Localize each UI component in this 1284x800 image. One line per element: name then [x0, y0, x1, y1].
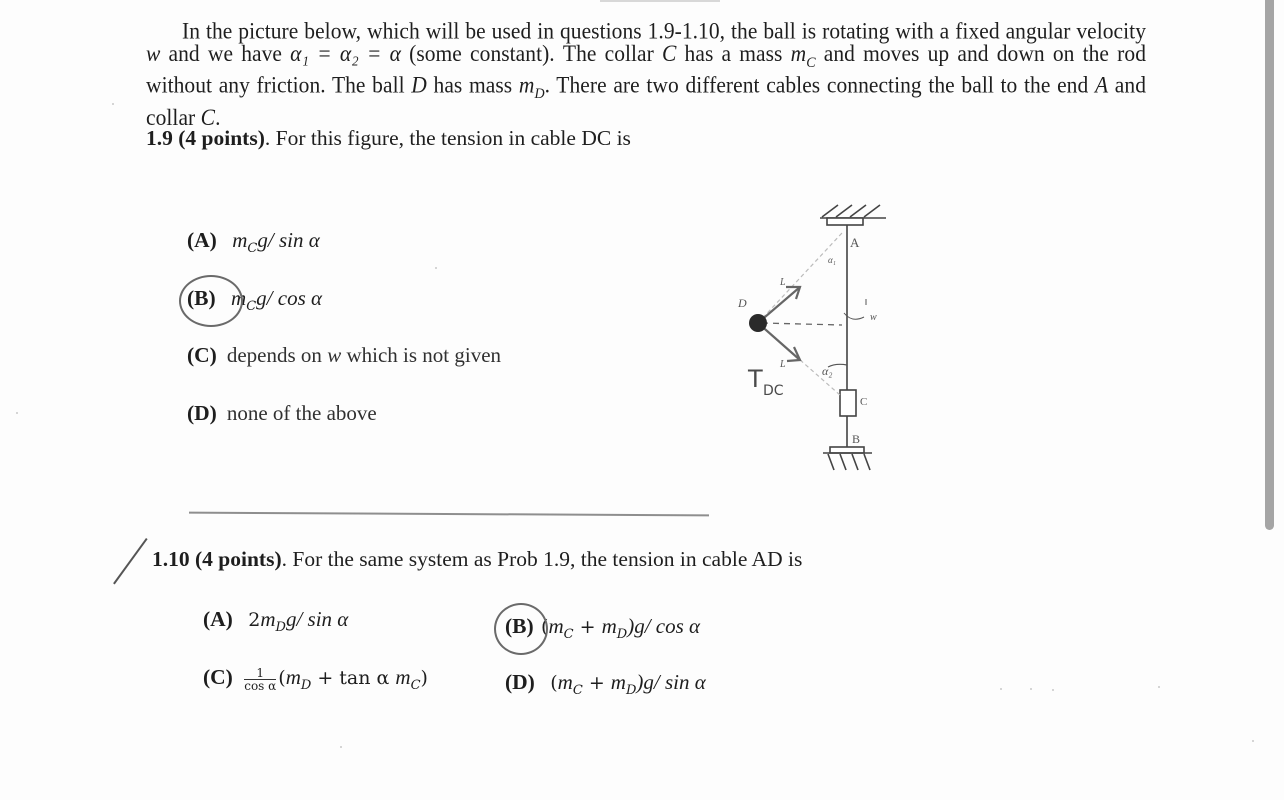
option-expr: g/ sin α	[257, 228, 320, 252]
math-C: C	[200, 104, 216, 131]
intro-text: has mass	[426, 72, 519, 99]
math-op: +	[582, 672, 611, 694]
math-m: m	[557, 670, 573, 694]
svg-text:L: L	[780, 277, 786, 288]
math-D: D	[411, 72, 427, 99]
option-text: depends on	[226, 343, 328, 367]
math-m: m	[548, 614, 564, 638]
q110-option-d[interactable]	[505, 670, 706, 698]
math-m: m	[395, 665, 411, 689]
option-expr: )g/ sin α	[636, 670, 706, 694]
option-label: (D)	[505, 670, 535, 694]
math-alpha: α₁ = α₂ = α	[290, 39, 401, 66]
option-text: which is not given	[341, 343, 502, 367]
option-label: (B)	[505, 614, 534, 638]
math-m: m	[790, 39, 807, 66]
option-label: (C)	[203, 665, 233, 689]
math-op: +	[573, 616, 602, 638]
math-paren: (	[550, 672, 558, 694]
math-sub: C	[806, 54, 816, 71]
section-divider	[189, 512, 709, 516]
q110-option-c[interactable]	[203, 665, 428, 693]
intro-text: . There are two different cables connecting the ball to the end	[544, 72, 1095, 99]
math-m: m	[285, 665, 301, 689]
svg-text:DC: DC	[763, 383, 784, 399]
ball-D	[749, 314, 767, 332]
intro-text: and collar	[146, 72, 1146, 131]
q19-option-a[interactable]	[187, 228, 320, 256]
fraction-denominator: cos α	[244, 678, 277, 693]
intro-text: (some constant). The collar	[400, 39, 663, 66]
math-coef: 2	[248, 609, 261, 631]
svg-text:α₁: α₁	[828, 255, 836, 265]
svg-text:D: D	[738, 296, 747, 310]
intro-text: and we have	[160, 39, 291, 66]
math-sub: D	[616, 626, 628, 642]
question-number: 1.10 (4 points)	[152, 547, 282, 571]
math-sub: C	[563, 626, 574, 642]
math-m: m	[232, 228, 248, 252]
vertical-scrollbar[interactable]	[1265, 0, 1274, 530]
svg-text:C: C	[860, 396, 868, 408]
question-prompt: . For this figure, the tension in cable DC is	[264, 126, 631, 150]
intro-text: In the picture below, which will be used in questions 1.9-1.10, the ball is rotating with a fixed angular velocity	[182, 17, 1146, 44]
math-C: C	[662, 39, 677, 66]
math-m: m	[601, 614, 617, 638]
math-sub: C	[410, 677, 421, 693]
fraction-numerator: 1	[244, 667, 276, 680]
option-expr: )g/ cos α	[627, 614, 701, 638]
math-sub: C	[572, 682, 583, 698]
option-label: (A)	[203, 607, 233, 631]
q19-option-b[interactable]	[187, 286, 322, 314]
math-paren: (	[278, 667, 286, 689]
math-paren: (	[541, 616, 549, 638]
option-label: (B)	[187, 286, 216, 310]
math-sub: D	[300, 677, 312, 693]
question-1-10-heading	[152, 547, 802, 572]
math-m: m	[231, 286, 247, 310]
svg-text:α₂: α₂	[822, 364, 833, 378]
math-sub: C	[246, 298, 257, 314]
option-expr: g/ sin α	[285, 607, 349, 631]
q110-option-b[interactable]	[505, 614, 700, 642]
option-label: (C)	[187, 343, 217, 367]
fraction	[244, 667, 276, 692]
intro-text: .	[215, 104, 221, 131]
math-paren: )	[420, 667, 428, 689]
option-text: none of the above	[226, 401, 377, 425]
math-m: m	[260, 607, 276, 631]
math-w: w	[146, 39, 161, 66]
option-label: (A)	[187, 228, 217, 252]
question-prompt: . For the same system as Prob 1.9, the tension in cable AD is	[281, 547, 803, 571]
math-A: A	[1094, 72, 1109, 99]
option-label: (D)	[187, 401, 217, 425]
svg-text:w: w	[870, 312, 877, 323]
option-expr: g/ cos α	[256, 286, 323, 310]
math-m: m	[518, 72, 535, 99]
diagram-svg	[730, 195, 910, 485]
page-edge	[600, 0, 720, 2]
svg-text:T: T	[748, 365, 763, 393]
intro-paragraph	[146, 17, 1146, 131]
q110-option-a[interactable]	[203, 607, 348, 635]
intro-text: and moves up and down on the rod without any friction. The ball	[146, 39, 1146, 99]
q19-option-c[interactable]	[187, 343, 501, 368]
question-1-9-heading	[146, 126, 631, 151]
handwritten-check-mark	[113, 538, 148, 584]
math-op: + tan α	[311, 667, 396, 689]
math-sub: C	[247, 240, 258, 256]
svg-text:L: L	[780, 359, 786, 370]
intro-text: has a mass	[676, 39, 791, 66]
question-number: 1.9 (4 points)	[146, 126, 265, 150]
math-m: m	[610, 670, 626, 694]
math-sub: D	[275, 619, 286, 635]
q19-option-d[interactable]	[187, 401, 377, 426]
math-w: w	[327, 343, 342, 367]
math-sub: D	[534, 86, 545, 103]
rotating-ball-diagram	[730, 195, 910, 485]
svg-text:B: B	[852, 432, 861, 446]
math-sub: D	[625, 682, 637, 698]
svg-text:A: A	[850, 235, 860, 250]
